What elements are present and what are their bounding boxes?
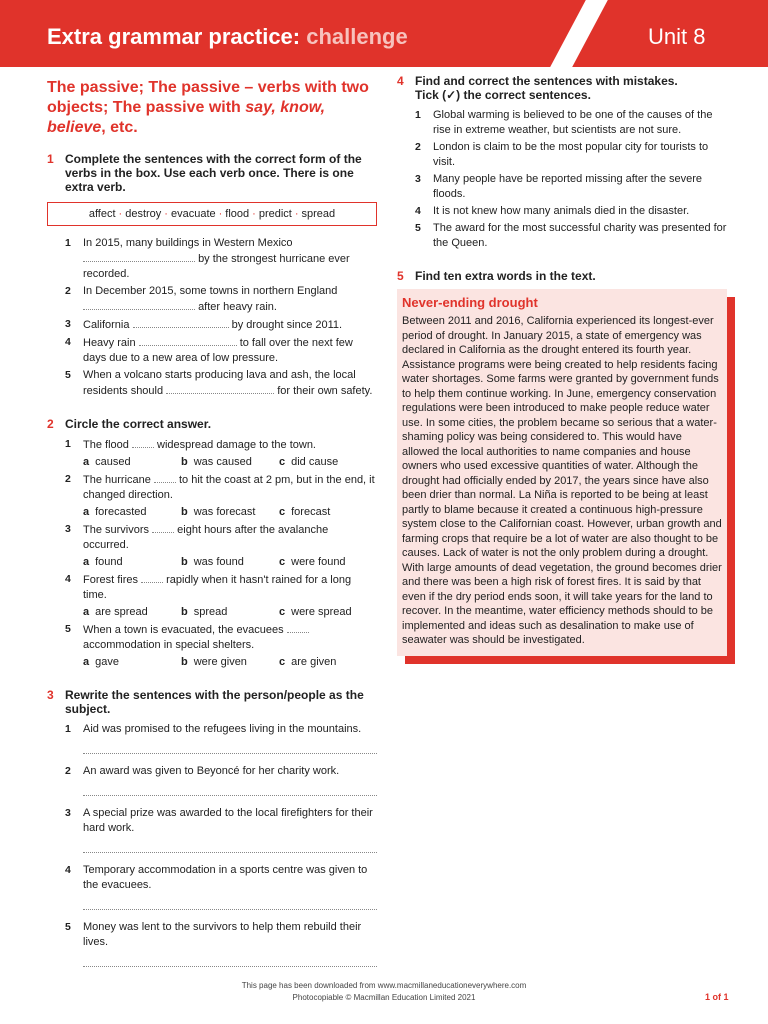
exercise-instruction: Rewrite the sentences with the person/people as the subject. (65, 688, 364, 716)
answer-line[interactable] (83, 781, 377, 796)
item-text-start: The survivors (83, 524, 150, 536)
option-text: caused (95, 456, 131, 468)
exercise-item (47, 863, 377, 910)
answer-blank (132, 437, 154, 448)
option-letter: a (83, 656, 90, 668)
option-text: were spread (291, 606, 352, 618)
exercise-number: 2 (47, 417, 54, 431)
exercise-instruction: Find and correct the sentences with mistakes. Tick (✓) the correct sentences. (415, 74, 678, 102)
option-text: forecasted (95, 506, 147, 518)
word-separator: · (294, 208, 299, 220)
word-box-item: spread (301, 208, 336, 220)
option-text: was found (193, 556, 244, 568)
answer-option[interactable] (83, 555, 181, 570)
answer-blank (152, 522, 174, 533)
item-text-end: rapidly when it hasn't rained for a long time. (83, 574, 352, 601)
item-text: London is claim to be the most popular city for tourists to visit. (433, 141, 709, 168)
exercise-item (397, 172, 727, 202)
exercise-item (47, 236, 377, 282)
exercise-item (397, 204, 727, 219)
option-text: gave (95, 656, 119, 668)
answer-option[interactable] (83, 505, 181, 520)
answer-blank[interactable] (133, 317, 229, 328)
answer-option[interactable] (279, 555, 377, 570)
item-number: 3 (415, 173, 421, 185)
item-number: 3 (65, 807, 71, 819)
word-separator: · (252, 208, 256, 220)
exercise-item (47, 522, 377, 570)
answer-options (83, 605, 377, 620)
item-text-start: Forest fires (83, 574, 139, 586)
reading-title: Never-ending drought (402, 295, 538, 310)
item-number: 3 (65, 318, 71, 330)
option-letter: b (181, 606, 188, 618)
exercise-instruction: Complete the sentences with the correct form of the verbs in the box. Use each verb once. There is one extra verb. (65, 152, 362, 194)
exercise-item (47, 317, 377, 333)
item-number: 5 (65, 369, 71, 381)
exercise-item (47, 806, 377, 853)
word-box-item: affect (88, 208, 116, 220)
answer-option[interactable] (279, 455, 377, 470)
exercise-item (47, 572, 377, 620)
exercise-3 (47, 688, 377, 716)
item-text-start: The hurricane (83, 474, 151, 486)
answer-option[interactable] (181, 555, 279, 570)
answer-blank (287, 622, 309, 633)
answer-options (83, 555, 377, 570)
reading-box (397, 289, 727, 656)
answer-options (83, 655, 377, 670)
answer-blank (141, 572, 163, 583)
header-divider (550, 0, 608, 67)
answer-line[interactable] (83, 739, 377, 754)
option-text: were found (291, 556, 346, 568)
option-text: forecast (291, 506, 331, 518)
answer-options (83, 455, 377, 470)
option-letter: a (83, 606, 90, 618)
option-text: spread (193, 606, 228, 618)
answer-line[interactable] (83, 952, 377, 967)
exercise-4-items (397, 108, 727, 251)
option-letter: b (181, 506, 188, 518)
item-number: 5 (415, 222, 421, 234)
option-letter: c (279, 506, 286, 518)
answer-option[interactable] (279, 605, 377, 620)
page-title: Extra grammar practice: challenge (47, 24, 408, 49)
exercise-item (397, 140, 727, 170)
exercise-3-items (47, 722, 377, 967)
item-text: Money was lent to the survivors to help them rebuild their lives. (83, 921, 362, 948)
exercise-instruction: Find ten extra words in the text. (415, 269, 596, 283)
exercise-instruction: Circle the correct answer. (65, 417, 212, 431)
item-text-start: When a volcano starts producing lava and ash, the local residents should (83, 369, 356, 397)
answer-blank (154, 472, 176, 483)
item-text: Global warming is believed to be one of the causes of the rise in extreme weather, but scientists are not sure. (433, 109, 713, 136)
item-text-end: by drought since 2011. (231, 319, 343, 331)
answer-option[interactable] (83, 605, 181, 620)
item-number: 4 (65, 864, 71, 876)
option-letter: b (181, 456, 188, 468)
item-number: 1 (65, 237, 71, 249)
page-number: 1 of 1 (705, 992, 729, 1002)
item-text-end: to fall over the next few days due to a new area of low pressure. (83, 337, 353, 364)
item-text: An award was given to Beyoncé for her charity work. (83, 765, 340, 777)
word-separator: · (118, 208, 123, 220)
left-column (47, 74, 377, 985)
option-text: did cause (291, 456, 339, 468)
exercise-item (47, 722, 377, 754)
exercise-1-items (47, 236, 377, 399)
item-text: Temporary accommodation in a sports centre was given to the evacuees. (83, 864, 368, 891)
item-text-start: In December 2015, some towns in northern England (83, 285, 338, 297)
item-text-start: California (83, 319, 130, 331)
item-number: 5 (65, 623, 71, 635)
item-number: 5 (65, 921, 71, 933)
item-number: 3 (65, 523, 71, 535)
exercise-item (47, 920, 377, 967)
copyright-notice: Photocopiable © Macmillan Education Limited 2021 (292, 993, 476, 1002)
page-header (0, 0, 768, 67)
word-separator: · (218, 208, 223, 220)
exercise-item (47, 368, 377, 399)
option-text: was forecast (193, 506, 256, 518)
section-title: The passive; The passive – verbs with two objects; The passive with say, know, believe, etc. (47, 79, 369, 136)
item-number: 2 (415, 141, 421, 153)
option-letter: c (279, 606, 286, 618)
option-text: found (95, 556, 123, 568)
exercise-number: 3 (47, 688, 54, 702)
item-text-start: The flood (83, 439, 129, 451)
item-text: A special prize was awarded to the local firefighters for their hard work. (83, 807, 373, 834)
answer-options (83, 505, 377, 520)
answer-blank[interactable] (83, 299, 195, 310)
reading-box-content (397, 289, 727, 656)
exercise-item (47, 437, 377, 470)
exercise-item (397, 221, 727, 251)
download-notice: This page has been downloaded from www.macmillaneducationeverywhere.com (241, 981, 527, 990)
item-number: 1 (65, 438, 71, 450)
item-text-end: to hit the coast at 2 pm, but in the end, it changed direction. (83, 474, 375, 501)
option-letter: a (83, 456, 90, 468)
exercise-number: 1 (47, 152, 54, 166)
answer-option[interactable] (181, 605, 279, 620)
answer-line[interactable] (83, 838, 377, 853)
item-number: 4 (65, 573, 71, 585)
exercise-item (47, 335, 377, 366)
word-separator: · (164, 208, 168, 220)
exercise-4 (397, 74, 727, 102)
answer-blank[interactable] (139, 335, 237, 346)
item-text: Aid was promised to the refugees living in the mountains. (83, 723, 362, 735)
word-box-item: flood (225, 208, 250, 220)
word-box-item: destroy (125, 208, 162, 220)
exercise-1 (47, 152, 377, 194)
title-accent: challenge (306, 24, 408, 49)
item-text-end: widespread damage to the town. (157, 439, 316, 451)
answer-option[interactable] (83, 655, 181, 670)
answer-blank[interactable] (166, 383, 274, 394)
item-text-end: for their own safety. (277, 385, 373, 397)
option-letter: b (181, 556, 188, 568)
exercise-item (47, 284, 377, 315)
item-number: 1 (65, 723, 71, 735)
item-text: It is not knew how many animals died in the disaster. (433, 205, 690, 217)
answer-option[interactable] (83, 455, 181, 470)
option-letter: a (83, 556, 90, 568)
item-number: 2 (65, 473, 71, 485)
item-text-start: Heavy rain (83, 337, 136, 349)
word-box-item: predict (258, 208, 292, 220)
option-letter: a (83, 506, 90, 518)
exercise-item (397, 108, 727, 138)
word-box (47, 202, 377, 226)
item-text-start: When a town is evacuated, the evacuees (83, 624, 284, 636)
item-text-end: eight hours after the avalanche occurred. (83, 524, 329, 551)
item-number: 2 (65, 765, 71, 777)
exercise-number: 4 (397, 74, 404, 88)
item-number: 4 (415, 205, 421, 217)
reading-text: Between 2011 and 2016, California experienced its longest-ever period of drought. In January 2015, a state of emergency was declared in California as the drought entered its fourth year. Assistance programs were being created to help residents facing water shortages. Some farms were granted by government funds to help them continue working. In June, emergency conservation regulations were been introduced to make people reduce water use. In some cities, the problem became so serious that a water-shaming policy was being considered to. This would have allowed the local authorities to name companies and house owners who used excessive quantities of water. Although the drought had officially ended by 2017, the years since have also been drier than normal. La Niña is reported to be being at least partly to blame because it created a continuous high-pressure system close to the Californian coast. However, urban growth and farming crops that require be a lot of water are also thought to be causes. Lack of water is not the only problem during a drought. With large amounts of dead vegetation, the ground becomes drier and there was been a high risk of forest fires. It is said by that even if the dry period ends soon, it will take years for the land to recover. In the meantime, water efficiency methods should to be implemented and ideas such as desalination to make use of seawater was should be investigated. (402, 315, 722, 646)
answer-blank[interactable] (83, 251, 195, 262)
option-letter: c (279, 656, 286, 668)
option-text: are spread (95, 606, 148, 618)
page-footer (0, 980, 768, 1004)
exercise-item (47, 764, 377, 796)
answer-option[interactable] (181, 655, 279, 670)
exercise-2-items (47, 437, 377, 670)
exercise-item (47, 622, 377, 670)
option-text: was caused (193, 456, 252, 468)
exercise-2 (47, 417, 377, 431)
word-box-item: evacuate (170, 208, 216, 220)
item-text-end: accommodation in special shelters. (83, 639, 255, 651)
answer-option[interactable] (181, 455, 279, 470)
option-letter: c (279, 456, 286, 468)
answer-line[interactable] (83, 895, 377, 910)
answer-option[interactable] (181, 505, 279, 520)
answer-option[interactable] (279, 655, 377, 670)
item-text: The award for the most successful charity was presented for the Queen. (433, 222, 727, 249)
item-number: 2 (65, 285, 71, 297)
item-text-end: by the strongest hurricane ever recorded. (83, 253, 350, 280)
exercise-5 (397, 269, 727, 283)
unit-label: Unit 8 (648, 24, 706, 49)
item-text-end: after heavy rain. (198, 301, 277, 313)
item-number: 1 (415, 109, 421, 121)
answer-option[interactable] (279, 505, 377, 520)
exercise-item (47, 472, 377, 520)
item-number: 4 (65, 336, 71, 348)
option-text: are given (291, 656, 337, 668)
option-letter: c (279, 556, 286, 568)
option-letter: b (181, 656, 188, 668)
option-text: were given (193, 656, 247, 668)
item-text: Many people have be reported missing after the severe floods. (433, 173, 703, 200)
right-column (397, 74, 727, 656)
item-text-start: In 2015, many buildings in Western Mexico (83, 237, 293, 249)
exercise-number: 5 (397, 269, 404, 283)
